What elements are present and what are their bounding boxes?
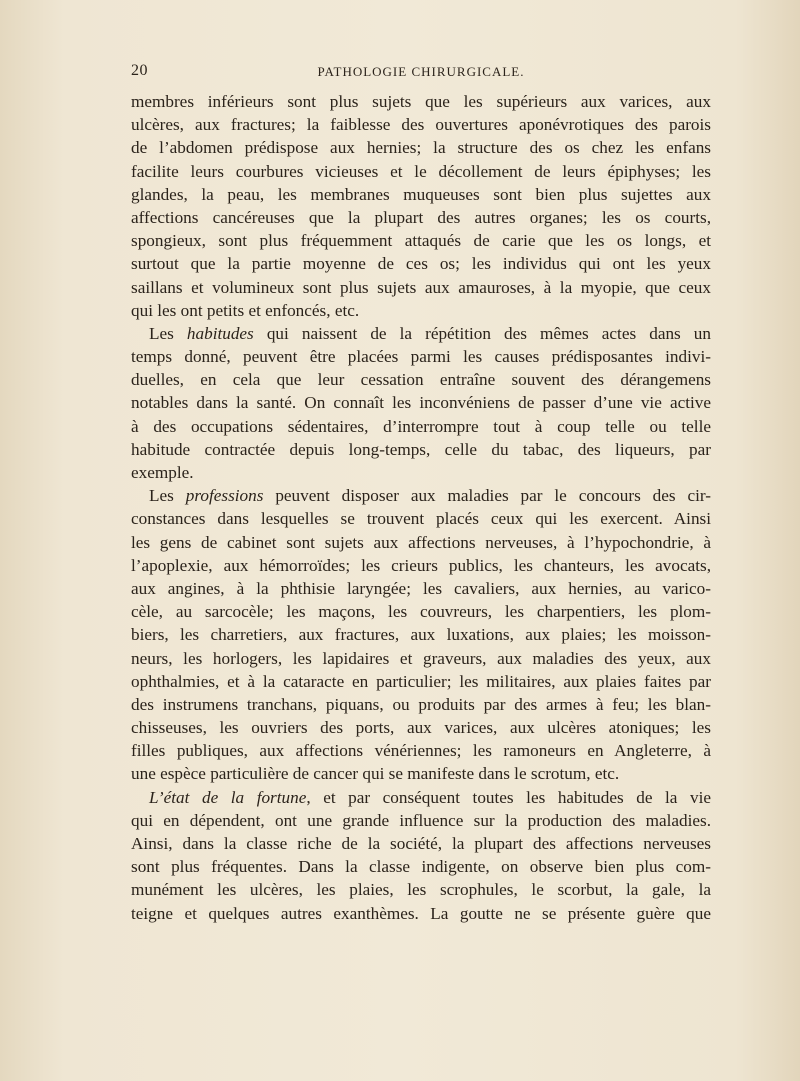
text-line: munément les ulcères, les plaies, les scrophules, le scorbut, la gale, la xyxy=(131,880,711,900)
text-line: aux angines, à la phthisie laryngée; les cavaliers, aux hernies, au varico- xyxy=(131,578,711,598)
text-line: sont plus fréquentes. Dans la classe indigente, on observe bien plus com- xyxy=(131,857,711,877)
text-line: l’apoplexie, aux hémorroïdes; les crieurs publics, les chanteurs, les avocats, xyxy=(131,555,711,575)
text-line: habitude contractée depuis long-temps, celle du tabac, des liqueurs, par xyxy=(131,439,711,459)
text-line: temps donné, peuvent être placées parmi les causes prédisposantes indivi- xyxy=(131,347,711,367)
text-line: les gens de cabinet sont sujets aux affections nerveuses, à l’hypochondrie, à xyxy=(131,532,711,552)
lead-text: qui naissent de la répétition des mêmes actes dans un xyxy=(253,323,711,343)
text-line: Ainsi, dans la classe riche de la société, la plupart des affections nerveuses xyxy=(131,834,711,853)
page-number: 20 xyxy=(131,62,148,79)
body-text xyxy=(131,90,711,925)
running-title: PATHOLOGIE CHIRURGICALE. xyxy=(317,64,525,79)
text-line: affections cancéreuses que la plupart des autres organes; les os courts, xyxy=(131,207,711,227)
text-line: une espèce particulière de cancer qui se manifeste dans le scrotum, etc. xyxy=(131,764,620,784)
text-line: teigne et quelques autres exanthèmes. La goutte ne se présente guère que xyxy=(131,903,711,923)
text-line: membres inférieurs sont plus sujets que les supérieurs aux varices, aux xyxy=(131,92,711,111)
text-line: qui les ont petits et enfoncés, etc. xyxy=(131,300,360,320)
text-line: glandes, la peau, les membranes muqueuses sont bien plus sujettes aux xyxy=(131,184,711,204)
text-line: chisseuses, les ouvriers des ports, aux varices, aux ulcères atoniques; les xyxy=(131,718,711,738)
text-line: surtout que la partie moyenne de ces os; les individus qui ont les yeux xyxy=(131,254,711,274)
text-line: exemple. xyxy=(131,463,194,482)
paragraph-lead-line xyxy=(131,484,711,507)
text-line: spongieux, sont plus fréquemment attaqués de carie que les os longs, et xyxy=(131,231,711,251)
text-line: constances dans lesquelles se trouvent placés ceux qui les exercent. Ainsi xyxy=(131,509,711,529)
text-line: neurs, les horlogers, les lapidaires et graveurs, aux maladies des yeux, aux xyxy=(131,648,711,668)
lead-text: Les xyxy=(149,323,187,343)
text-line: saillans et volumineux sont plus sujets aux amauroses, à la myopie, que ceux xyxy=(131,277,711,297)
paragraph-lead-line xyxy=(131,322,711,345)
emphasis-term: professions xyxy=(185,486,264,506)
text-line: notables dans la santé. On connaît les inconvéniens de passer d’une vie active xyxy=(131,393,711,413)
emphasis-term: habitudes xyxy=(186,323,254,343)
lead-text: , et par conséquent toutes les habitudes de la vie xyxy=(306,787,711,807)
text-line: cèle, au sarcocèle; les maçons, les couvreurs, les charpentiers, les plom- xyxy=(131,602,711,622)
text-line: à des occupations sédentaires, d’interrompre tout à coup telle ou telle xyxy=(131,416,711,436)
text-line: ulcères, aux fractures; la faiblesse des ouvertures aponévrotiques des parois xyxy=(131,115,711,135)
emphasis-term: L’état de la fortune xyxy=(149,787,307,807)
text-line: des instrumens tranchans, piquans, ou produits par des armes à feu; les blan- xyxy=(131,694,711,714)
paragraph-lead-line xyxy=(131,786,711,809)
text-line: duelles, en cela que leur cessation entraîne souvent des dérangemens xyxy=(131,370,711,390)
lead-text: Les xyxy=(149,486,186,506)
page-header xyxy=(131,62,711,86)
lead-text: peuvent disposer aux maladies par le concours des cir- xyxy=(263,486,711,506)
text-line: ophthalmies, et à la cataracte en particulier; les militaires, aux plaies faites par xyxy=(131,671,711,691)
text-line: biers, les charretiers, aux fractures, aux luxations, aux plaies; les moisson- xyxy=(131,625,711,645)
text-line: de l’abdomen prédispose aux hernies; la structure des os chez les enfans xyxy=(131,138,711,158)
text-line: filles publiques, aux affections vénériennes; les ramoneurs en Angleterre, à xyxy=(131,741,711,761)
text-line: facilite leurs courbures vicieuses et le décollement de leurs épiphyses; les xyxy=(131,161,711,181)
text-line: qui en dépendent, ont une grande influence sur la production des maladies. xyxy=(131,810,711,830)
